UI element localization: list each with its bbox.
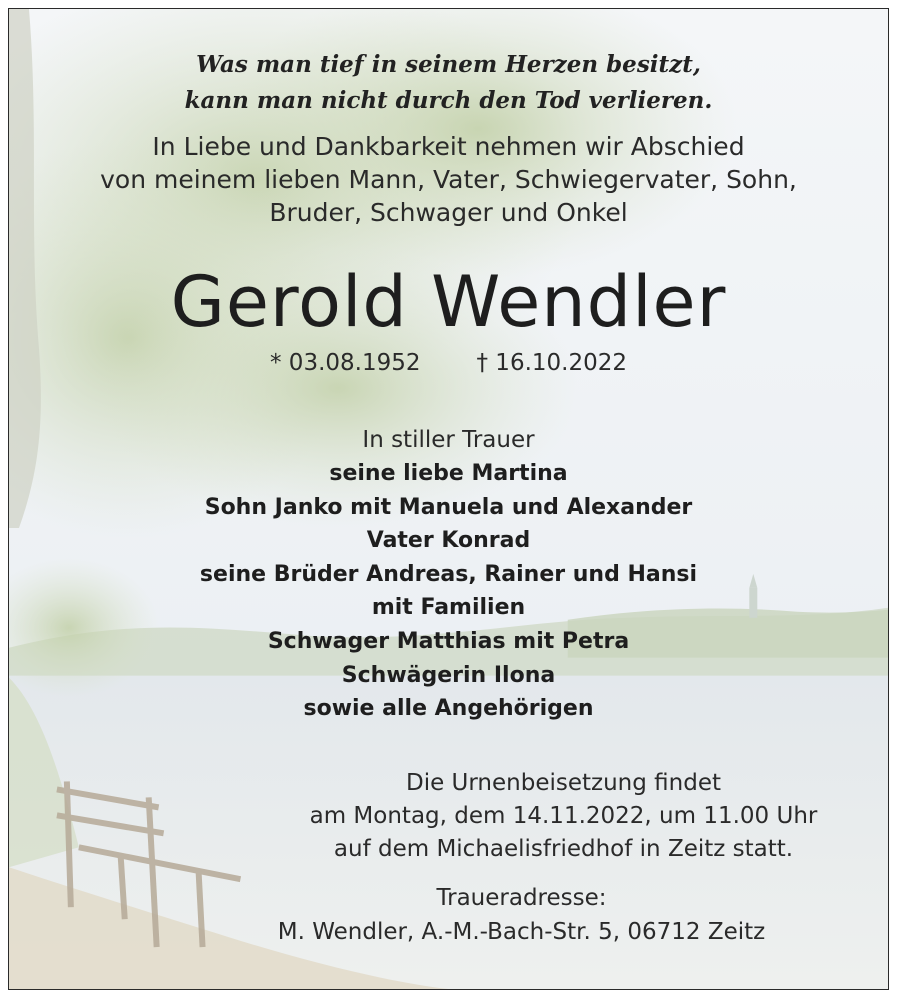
mourning-heading: In stiller Trauer [362,427,535,453]
mourner-line: Vater Konrad [366,528,531,554]
mourners-list [9,457,888,726]
mourner-line: seine Brüder Andreas, Rainer und Hansi [199,561,698,587]
mourner-line: Schwägerin Ilona [341,662,556,688]
intro-line: In Liebe und Dankbarkeit nehmen wir Abschied [152,132,745,161]
farewell-intro [9,130,888,229]
death-date: † 16.10.2022 [476,350,627,376]
birth-date: * 03.08.1952 [270,350,421,376]
mourning-address [209,881,834,949]
motto-line: kann man nicht durch den Tod verlieren. [184,87,713,114]
obituary-content [9,9,888,989]
service-line: auf dem Michaelisfriedhof in Zeitz statt. [333,836,794,862]
motto-quote [9,47,888,119]
mourner-line: Sohn Janko mit Manuela und Alexander [204,494,693,520]
deceased-name: Gerold Wendler [170,261,727,343]
intro-line: Bruder, Schwager und Onkel [269,198,628,227]
mourner-line: seine liebe Martina [329,461,568,486]
service-line: Die Urnenbeisetzung findet [405,770,721,796]
mourner-line: mit Familien [371,595,526,621]
burial-service-info [239,767,888,866]
service-line: am Montag, dem 14.11.2022, um 11.00 Uhr [309,803,818,829]
intro-line: von meinem lieben Mann, Vater, Schwiegervater, Sohn, [100,165,797,194]
mourner-line: Schwager Matthias mit Petra [267,628,630,654]
obituary-card [8,8,889,990]
address-label: Traueradresse: [436,885,607,911]
life-dates [9,348,888,378]
mourner-line: sowie alle Angehörigen [303,696,594,722]
motto-line: Was man tief in seinem Herzen besitzt, [196,51,701,78]
address-value: M. Wendler, A.-M.-Bach-Str. 5, 06712 Zeitz [277,919,766,945]
